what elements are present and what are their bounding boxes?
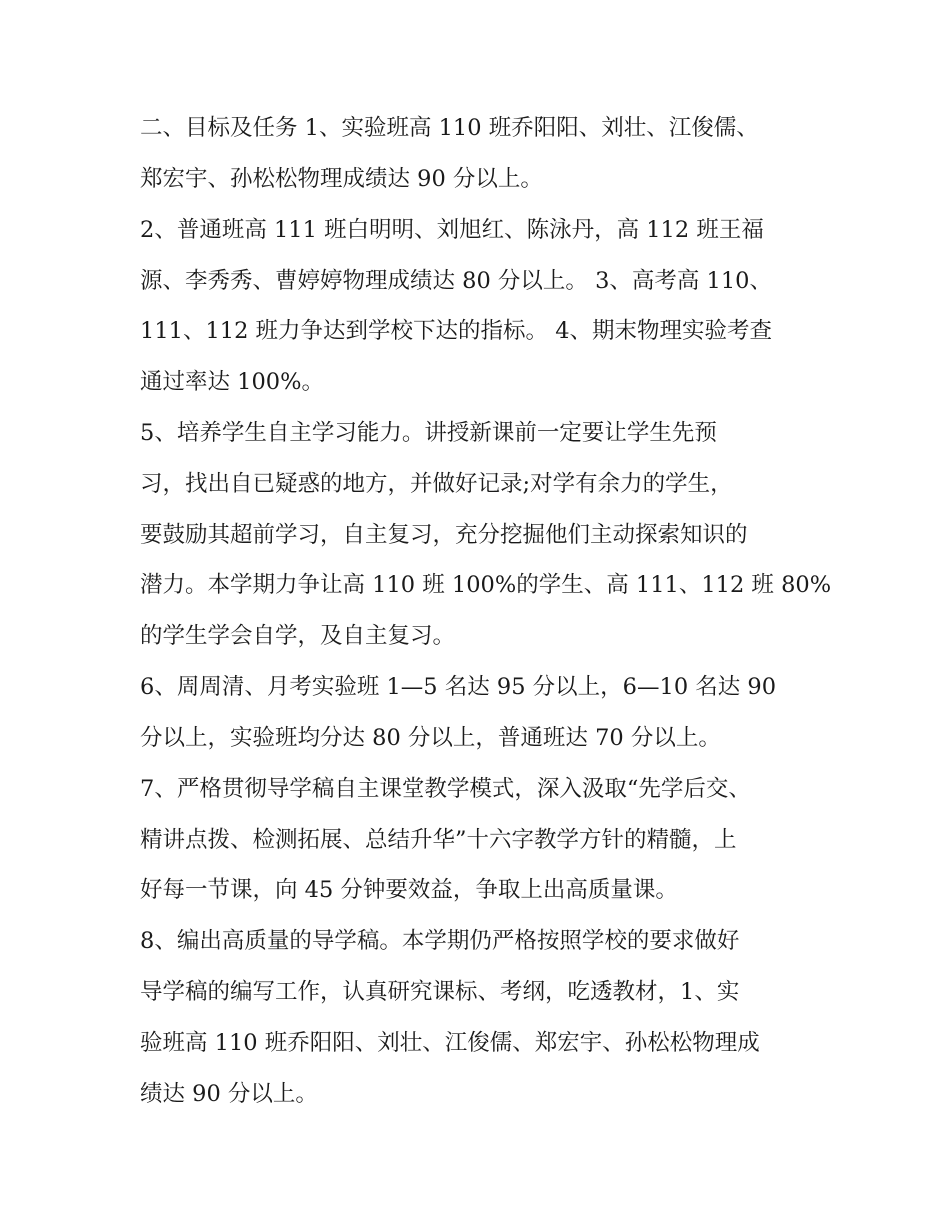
text-line: 郑宏宇、孙松松物理成绩达 90 分以上。 — [140, 166, 543, 192]
text-line: 7、严格贯彻导学稿自主课堂教学模式，深入汲取“先学后交、 — [140, 776, 751, 802]
text-line: 8、编出高质量的导学稿。本学期仍严格按照学校的要求做好 — [140, 928, 740, 954]
text-line: 2、普通班高 111 班白明明、刘旭红、陈泳丹，高 112 班王福 — [140, 217, 764, 243]
text-line: 二、目标及任务 1、实验班高 110 班乔阳阳、刘壮、江俊儒、 — [140, 115, 759, 141]
text-line: 潜力。本学期力争让高 110 班 100%的学生、高 111、112 班 80% — [140, 572, 832, 598]
text-line: 导学稿的编写工作，认真研究课标、考纲，吃透教材，1、实 — [140, 979, 740, 1005]
text-line: 源、李秀秀、曹婷婷物理成绩达 80 分以上。 3、高考高 110、 — [140, 268, 773, 294]
text-line: 6、周周清、月考实验班 1—5 名达 95 分以上，6—10 名达 90 — [140, 674, 777, 700]
text-line: 通过率达 100%。 — [140, 369, 324, 395]
text-line: 验班高 110 班乔阳阳、刘壮、江俊儒、郑宏宇、孙松松物理成 — [140, 1030, 760, 1056]
text-line: 好每一节课，向 45 分钟要效益，争取上出高质量课。 — [140, 877, 678, 903]
text-line: 绩达 90 分以上。 — [140, 1081, 318, 1107]
text-line: 5、培养学生自主学习能力。讲授新课前一定要让学生先预 — [140, 420, 717, 446]
text-line: 111、112 班力争达到学校下达的指标。 4、期末物理实验考查 — [140, 318, 773, 344]
text-line: 要鼓励其超前学习，自主复习，充分挖掘他们主动探索知识的 — [140, 522, 748, 548]
text-line: 分以上，实验班均分达 80 分以上，普通班达 70 分以上。 — [140, 725, 721, 751]
text-line: 的学生学会自学，及自主复习。 — [140, 623, 456, 649]
text-line: 习，找出自已疑惑的地方，并做好记录;对学有余力的学生， — [140, 471, 733, 497]
text-line: 精讲点拨、检测拓展、总结升华”十六字教学方针的精髓，上 — [140, 827, 737, 853]
